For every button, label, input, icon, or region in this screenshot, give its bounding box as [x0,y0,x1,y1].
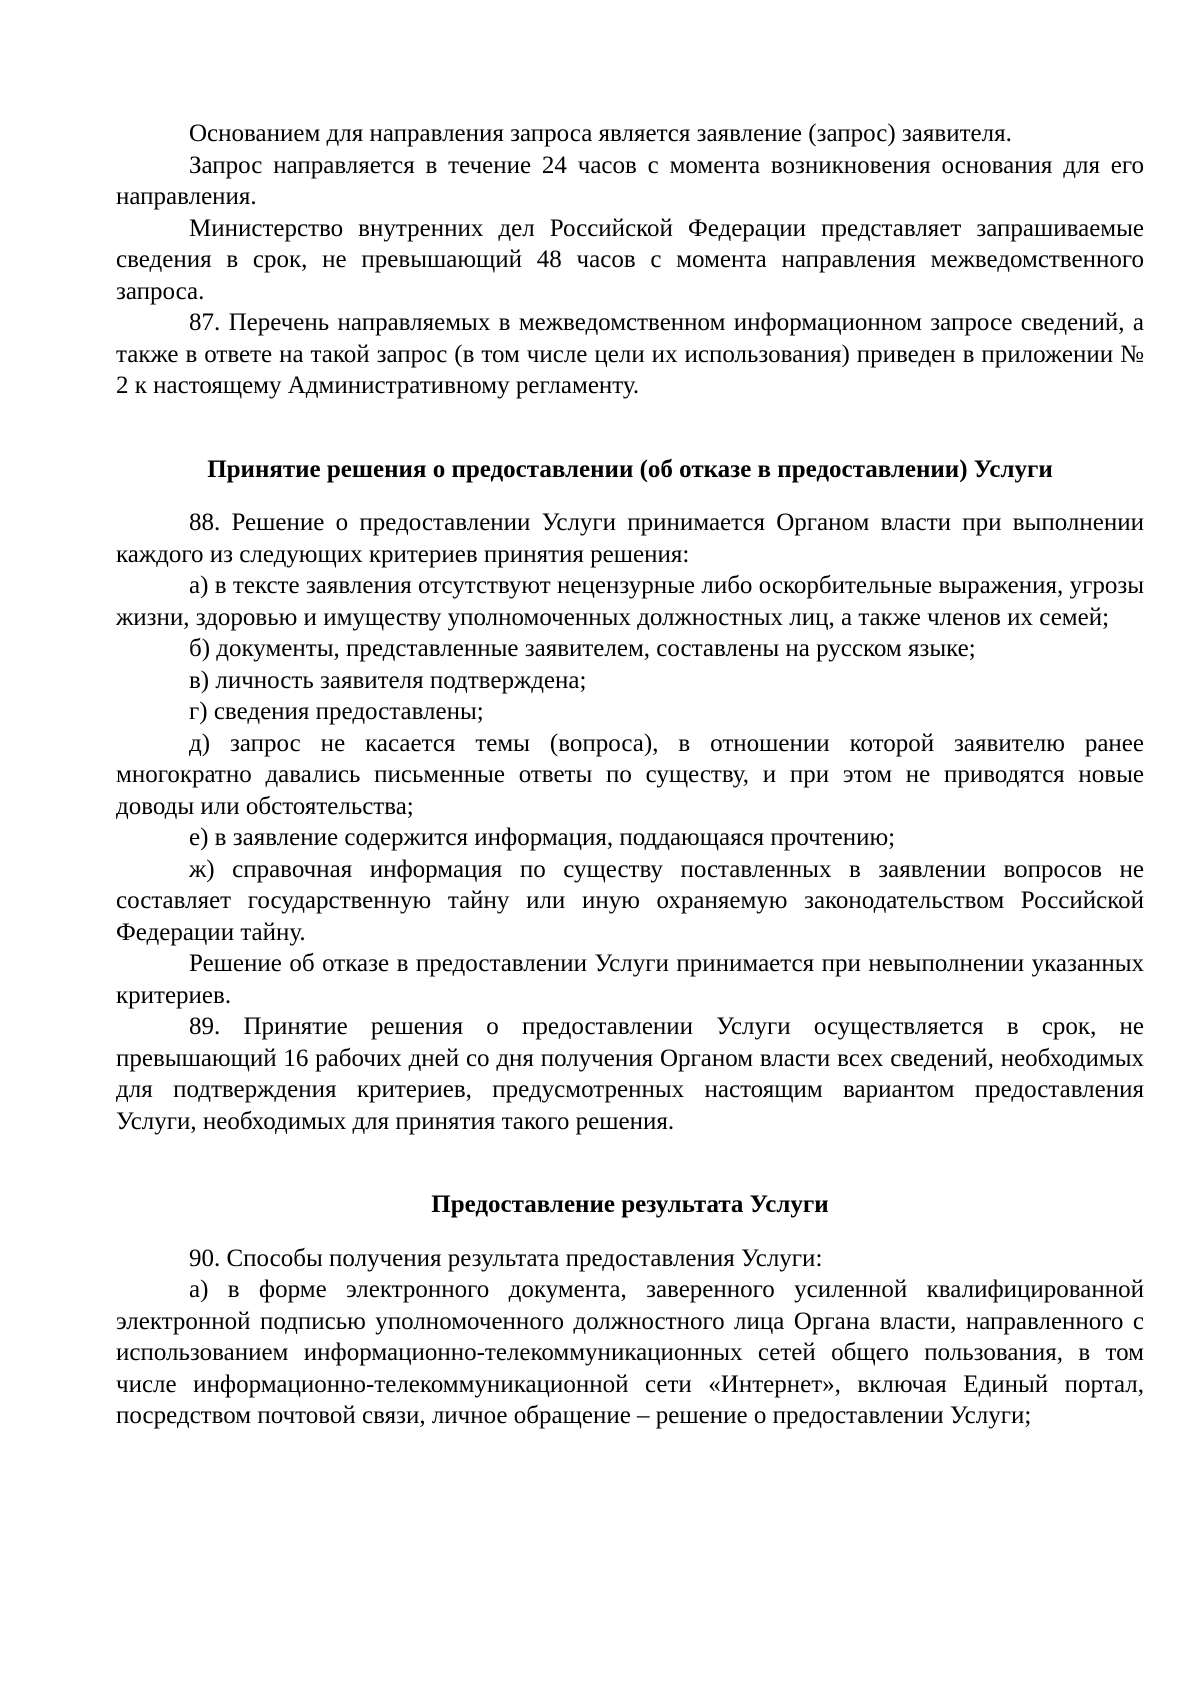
spacer [116,402,1144,454]
spacer [116,1221,1144,1243]
criterion-a: а) в тексте заявления отсутствуют нецензурные либо оскорбительные выражения, угрозы жизни, здоровью и имуществу уполномоченных должностных лиц, а также членов их семей; [116,572,1144,631]
criterion-e: е) в заявление содержится информация, поддающаяся прочтению; [189,824,896,851]
paragraph-89: 89. Принятие решения о предоставлении Услуги осуществляется в срок, не превышающий 16 рабочих дней со дня получения Органом власти всех сведений, необходимых для подтверждения критериев, предусмотренных настоящим вариантом предоставления Услуги, необходимых для принятия такого решения. [116,1013,1144,1135]
paragraph-87: 87. Перечень направляемых в межведомственном информационном запросе сведений, а также в ответе на такой запрос (в том числе цели их использования) приведен в приложении № 2 к настоящему Административному регламенту. [116,309,1144,399]
criterion-v: в) личность заявителя подтверждена; [189,666,587,694]
section-heading-result: Предоставление результата Услуги [431,1191,829,1218]
spacer [116,485,1144,507]
criterion-d: д) запрос не касается темы (вопроса), в отношении которой заявителю ранее многократно давались письменные ответы по существу, и при этом не приводятся новые доводы или обстоятельства; [116,729,1144,820]
paragraph-ministry-response: Министерство внутренних дел Российской Федерации представляет запрашиваемые сведения в срок, не превышающий 48 часов с момента направления межведомственного запроса. [116,214,1144,305]
paragraph-90: 90. Способы получения результата предоставления Услуги: [189,1244,823,1272]
paragraph-request-timing: Запрос направляется в течение 24 часов с момента возникновения основания для его направления. [116,151,1144,210]
paragraph-basis: Основанием для направления запроса является заявление (запрос) заявителя. [189,120,1012,147]
paragraph-refusal: Решение об отказе в предоставлении Услуги принимается при невыполнении указанных критериев. [116,950,1144,1009]
method-a: а) в форме электронного документа, заверенного усиленной квалифицированной электронной подписью уполномоченного должностного лица Органа власти, направленного с использованием информационно-телекоммуникационных сетей общего пользования, в том числе информационно-телекоммуникационной сети «Интернет», включая Единый портал, посредством почтовой связи, личное обращение – решение о предоставлении Услуги; [116,1276,1144,1429]
criterion-zh: ж) справочная информация по существу поставленных в заявлении вопросов не составляет государственную тайну или иную охраняемую законодательством Российской Федерации тайну. [116,855,1144,946]
section-heading-decision: Принятие решения о предоставлении (об отказе в предоставлении) Услуги [207,455,1053,483]
criterion-b: б) документы, представленные заявителем, составлены на русском языке; [189,635,976,662]
spacer [116,1137,1144,1189]
paragraph-88: 88. Решение о предоставлении Услуги принимается Органом власти при выполнении каждого из следующих критериев принятия решения: [116,509,1144,568]
criterion-g: г) сведения предоставлены; [189,698,484,725]
